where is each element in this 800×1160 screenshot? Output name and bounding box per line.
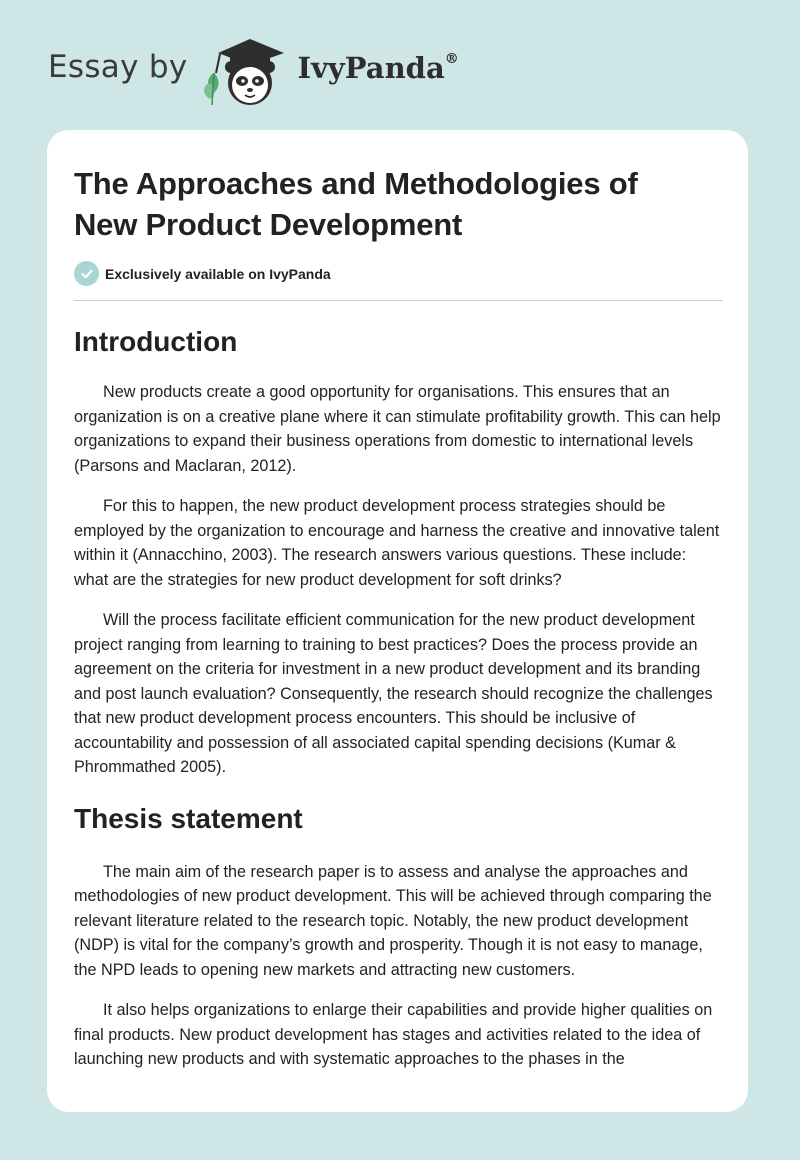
registered-mark: ® xyxy=(444,51,459,68)
section-thesis-statement xyxy=(74,802,723,1072)
section-heading: Thesis statement xyxy=(74,802,303,834)
exclusive-label: Exclusively available on IvyPanda xyxy=(105,265,331,282)
brand-name[interactable] xyxy=(298,51,459,85)
paragraph: New products create a good opportunity for organisations. This ensures that an organization is on a creative plane where it can stimulate profitability growth. This can help organizations to expand their business operations from domestic to international levels (Parsons and Maclaran, 2012). xyxy=(74,383,721,475)
paragraph: For this to happen, the new product development process strategies should be employed by the organization to encourage and harness the creative and innovative talent within it (Annacchino, 2003). The research answers various questions. These include: what are the strategies for new product development for soft drinks? xyxy=(74,497,720,589)
section-heading: Introduction xyxy=(74,326,238,357)
panda-graduation-cap-icon[interactable] xyxy=(200,31,296,109)
article-content xyxy=(74,163,723,1088)
article-title xyxy=(74,163,723,245)
title-line-2: New Product Development xyxy=(74,207,463,242)
check-badge-icon xyxy=(74,261,99,286)
brand-prefix: Essay by xyxy=(48,49,188,85)
paragraph: Will the process facilitate efficient communication for the new product development project ranging from learning to training to best practices? Does the process provide an agreement on the criteria for investment in a new product development and its branding and post launch evaluation? Consequently, the research should recognize the challenges that new product development process encounters. This should be inclusive of accountability and possession of all associated capital spending decisions (Kumar & Phrommathed 2005). xyxy=(74,611,713,776)
title-divider xyxy=(74,300,723,301)
article-card xyxy=(47,130,748,1112)
title-line-1: The Approaches and Methodologies of xyxy=(74,166,638,201)
paragraph: The main aim of the research paper is to assess and analyse the approaches and methodologies of new product development. This will be achieved through comparing the relevant literature related to the research topic. Notably, the new product development (NDP) is vital for the company’s growth and prosperity. Though it is not easy to manage, the NPD leads to opening new markets and attracting new customers. xyxy=(74,862,712,979)
exclusive-notice xyxy=(74,261,723,286)
brand-name-text: IvyPanda xyxy=(297,51,445,85)
section-introduction xyxy=(74,325,723,780)
site-header xyxy=(48,30,459,110)
paragraph: It also helps organizations to enlarge their capabilities and provide higher qualities on final products. New product development has stages and activities related to the idea of launching new products and with systematic approaches to the phases in the xyxy=(74,1001,713,1068)
